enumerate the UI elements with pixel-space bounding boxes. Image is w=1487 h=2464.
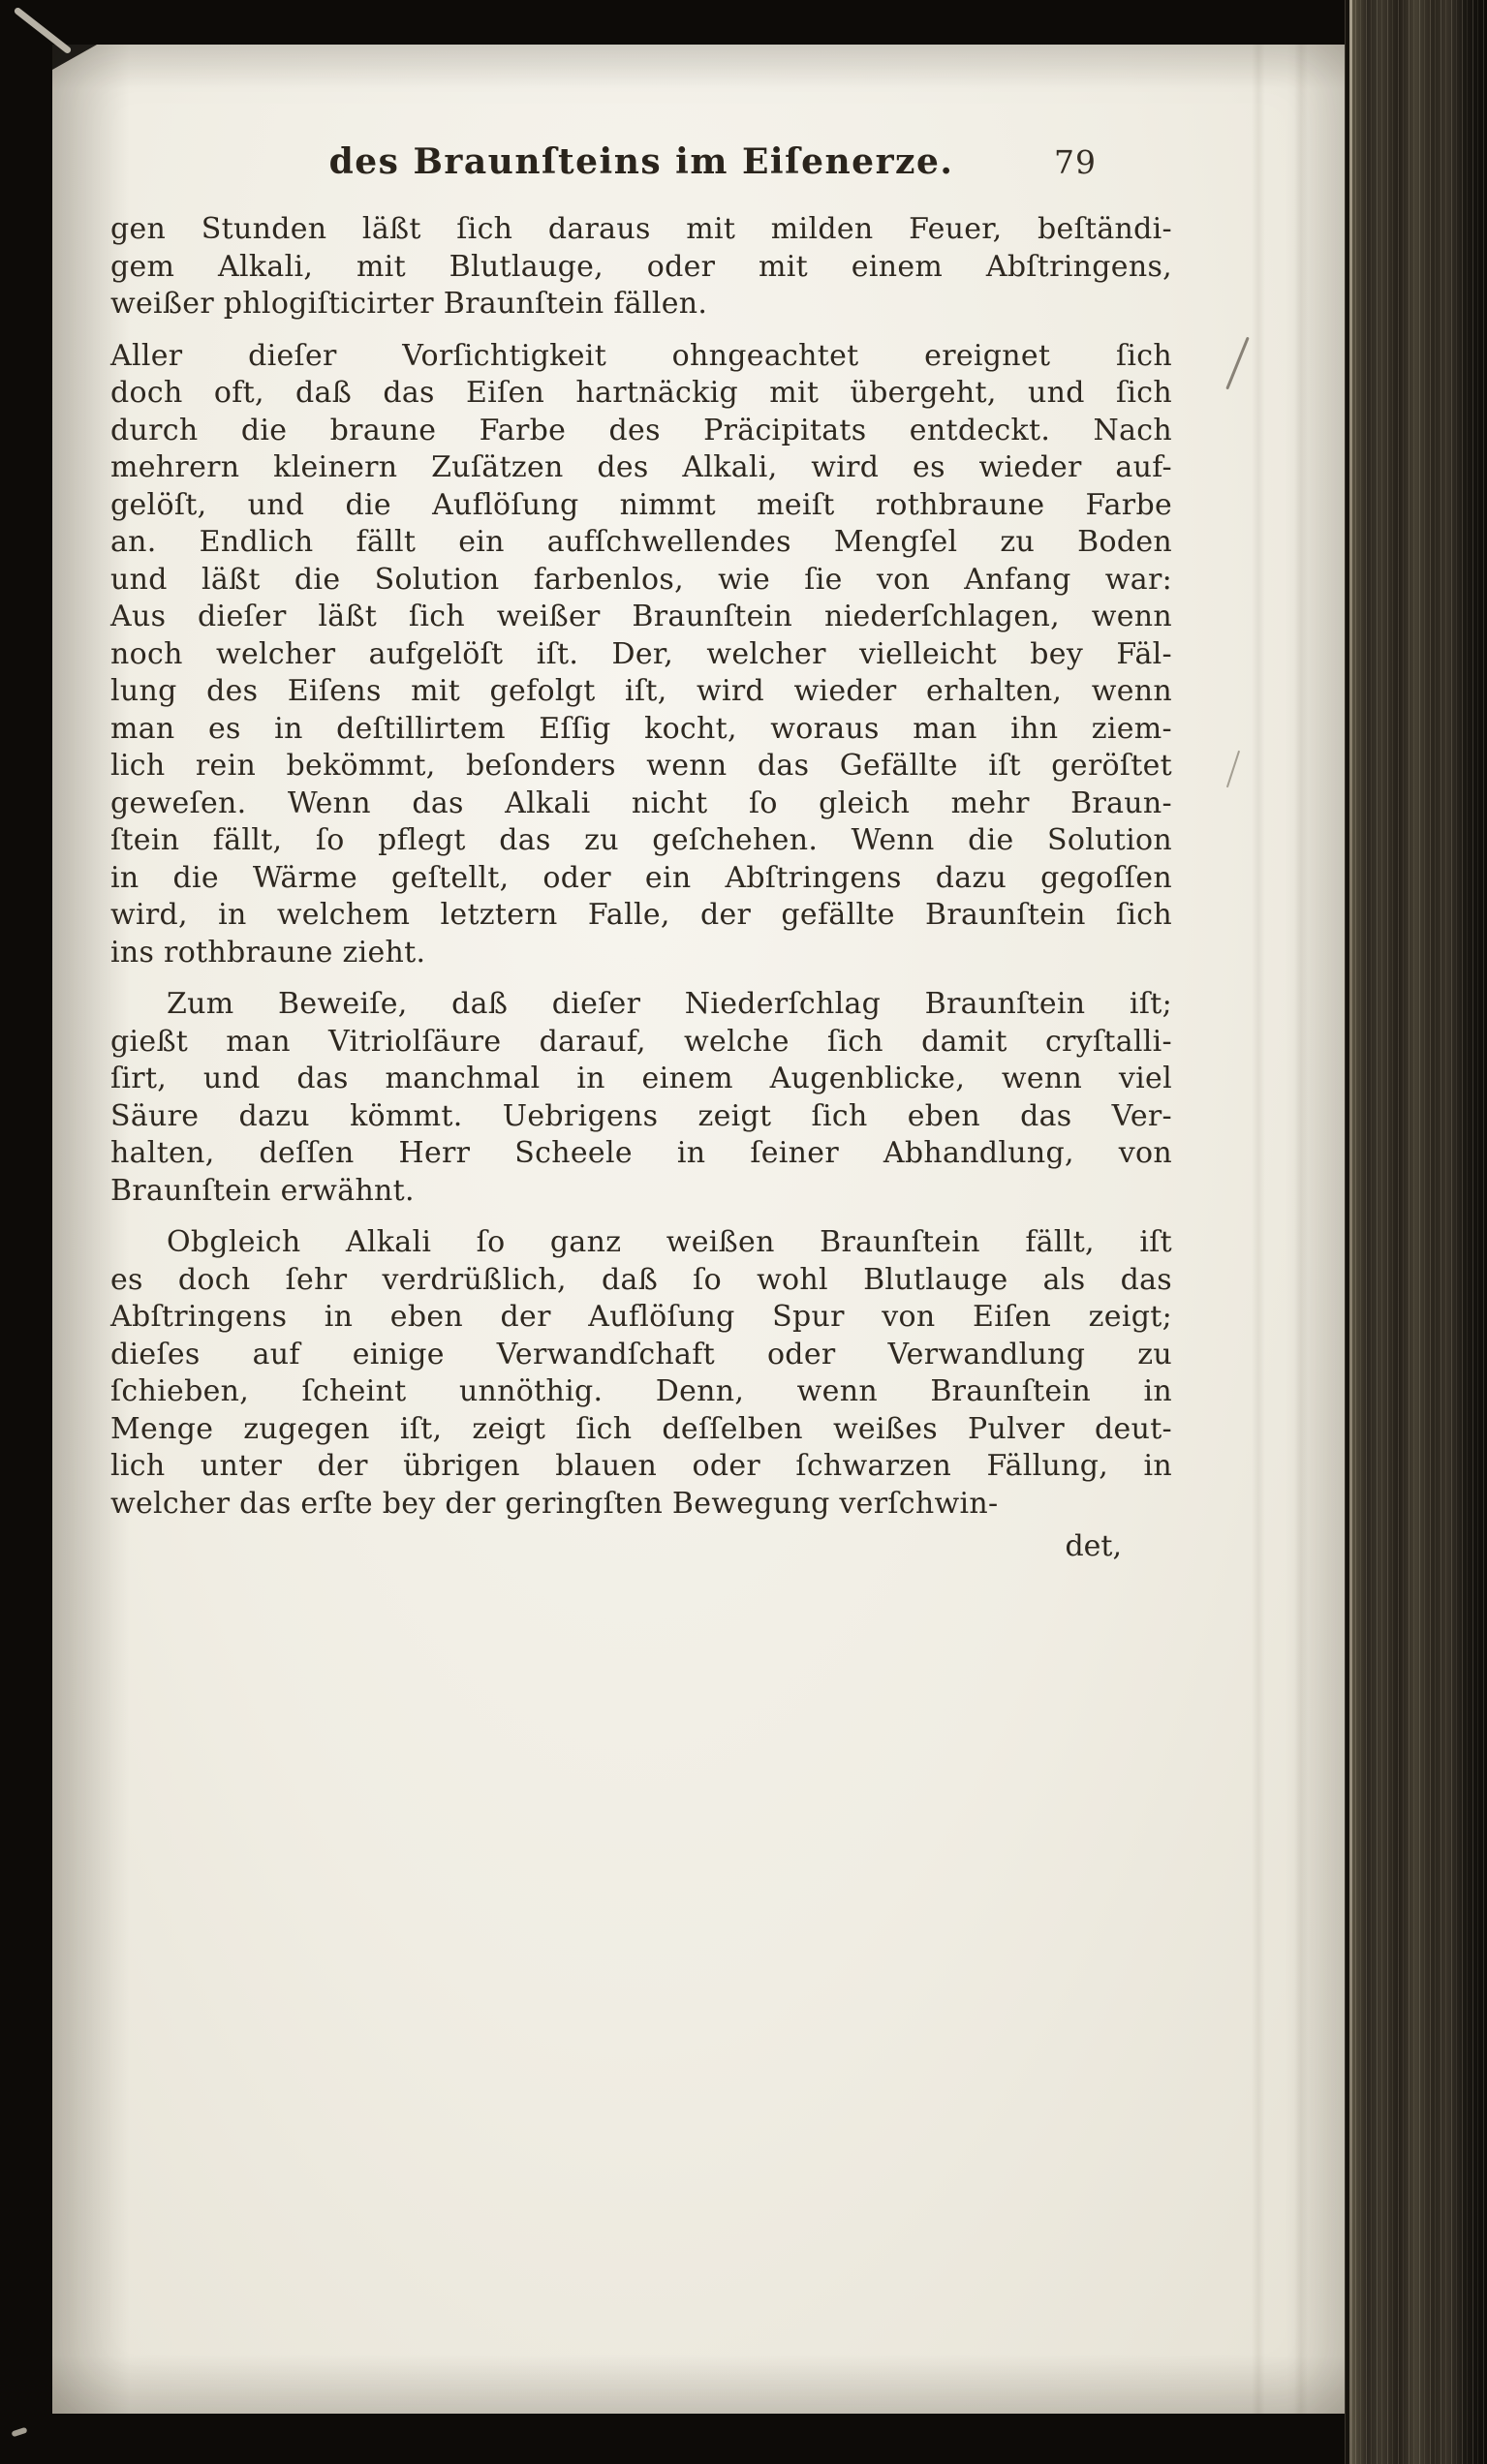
text-line: ſirt, und das manchmal in einem Augenblicke, wenn viel (110, 1062, 1172, 1095)
text-line: es doch ſehr verdrüßlich, daß ſo wohl Blutlauge als das (110, 1262, 1172, 1297)
page-header (110, 141, 1172, 186)
text-line: Braunſtein erwähnt. (110, 1173, 415, 1208)
text-block (110, 211, 1172, 1523)
text-line: man es in deſtillirtem Eſſig kocht, woraus man ihn ziem- (110, 711, 1172, 746)
text-line: an. Endlich fällt ein aufſchwellendes Mengſel zu Boden (110, 525, 1172, 559)
text-line: mehrern kleinern Zuſätzen des Alkali, wird es wieder auf- (110, 450, 1172, 484)
catchword: det, (1065, 1529, 1122, 1563)
book-page (52, 45, 1345, 2414)
paragraph (110, 211, 1172, 323)
text-line: ins rothbraune zieht. (110, 935, 426, 970)
page-crease (1252, 45, 1265, 2414)
paragraph (110, 986, 1172, 1210)
text-line: weißer phlogiſticirter Braunſtein fällen. (110, 287, 708, 321)
text-line: und läßt die Solution farbenlos, wie ſie von Anfang war: (110, 562, 1172, 597)
text-line: gen Stunden läßt ſich daraus mit milden Feuer, beſtändi- (110, 212, 1172, 246)
text-line: doch oft, daß das Eiſen hartnäckig mit übergeht, und ſich (110, 376, 1172, 410)
text-line: Aller dieſer Vorſichtigkeit ohngeachtet ereignet ſich (110, 338, 1172, 373)
text-line: Obgleich Alkali ſo ganz weißen Braunſtein fällt, iſt (167, 1225, 1172, 1259)
page-number: 79 (1054, 143, 1097, 181)
text-line: gem Alkali, mit Blutlauge, oder mit einem Abſtringens, (110, 249, 1172, 284)
text-line: welcher das erſte bey der geringſten Bewegung verſchwin- (110, 1486, 999, 1521)
text-line: Aus dieſer läßt ſich weißer Braunſtein niederſchlagen, wenn (110, 600, 1172, 633)
text-line: dieſes auf einige Verwandſchaft oder Verwandlung zu (110, 1337, 1172, 1371)
book-page-edges (1345, 0, 1487, 2464)
ink-mark (1225, 337, 1250, 390)
text-line: geweſen. Wenn das Alkali nicht ſo gleich mehr Braun- (110, 785, 1172, 820)
ink-mark (1226, 751, 1240, 788)
paragraph (110, 1224, 1172, 1523)
text-line: gelöſt, und die Auflöſung nimmt meiſt rothbraune Farbe (110, 487, 1172, 522)
text-line: lung des Eiſens mit gefolgt iſt, wird wieder erhalten, wenn (110, 674, 1172, 708)
page-crease (1294, 45, 1308, 2414)
text-line: lich rein bekömmt, beſonders wenn das Gefällte iſt geröſtet (110, 749, 1172, 783)
text-line: Säure dazu kömmt. Uebrigens zeigt ſich eben das Ver- (110, 1098, 1172, 1133)
scratch-mark (13, 7, 72, 55)
text-line: Menge zugegen iſt, zeigt ſich deſſelben weißes Pulver deut- (110, 1411, 1172, 1446)
running-title: des Braunſteins im Eiſenerze. (328, 141, 954, 182)
text-line: Abſtringens in eben der Auflöſung Spur von Eiſen zeigt; (110, 1300, 1172, 1334)
text-line: ſchieben, ſcheint unnöthig. Denn, wenn Braunſtein in (110, 1374, 1172, 1408)
text-line: durch die braune Farbe des Präcipitats entdeckt. Nach (110, 413, 1172, 447)
text-line: wird, in welchem letztern Falle, der gefällte Braunſtein ſich (110, 898, 1172, 932)
text-line: gießt man Vitriolſäure darauf, welche ſich damit cryſtalli- (110, 1024, 1172, 1059)
text-line: in die Wärme geſtellt, oder ein Abſtringens dazu gegoſſen (110, 860, 1172, 895)
scan-speck (11, 2427, 27, 2438)
text-line: lich unter der übrigen blauen oder ſchwarzen Fällung, in (110, 1449, 1172, 1483)
text-line: noch welcher aufgelöſt iſt. Der, welcher vielleicht bey Fäl- (110, 636, 1172, 671)
text-line: ſtein fällt, ſo pflegt das zu geſchehen. Wenn die Solution (110, 823, 1172, 857)
text-line: halten, deſſen Herr Scheele in ſeiner Abhandlung, von (110, 1136, 1172, 1170)
paragraph (110, 338, 1172, 972)
text-line: Zum Beweiſe, daß dieſer Niederſchlag Braunſtein iſt; (167, 987, 1172, 1021)
